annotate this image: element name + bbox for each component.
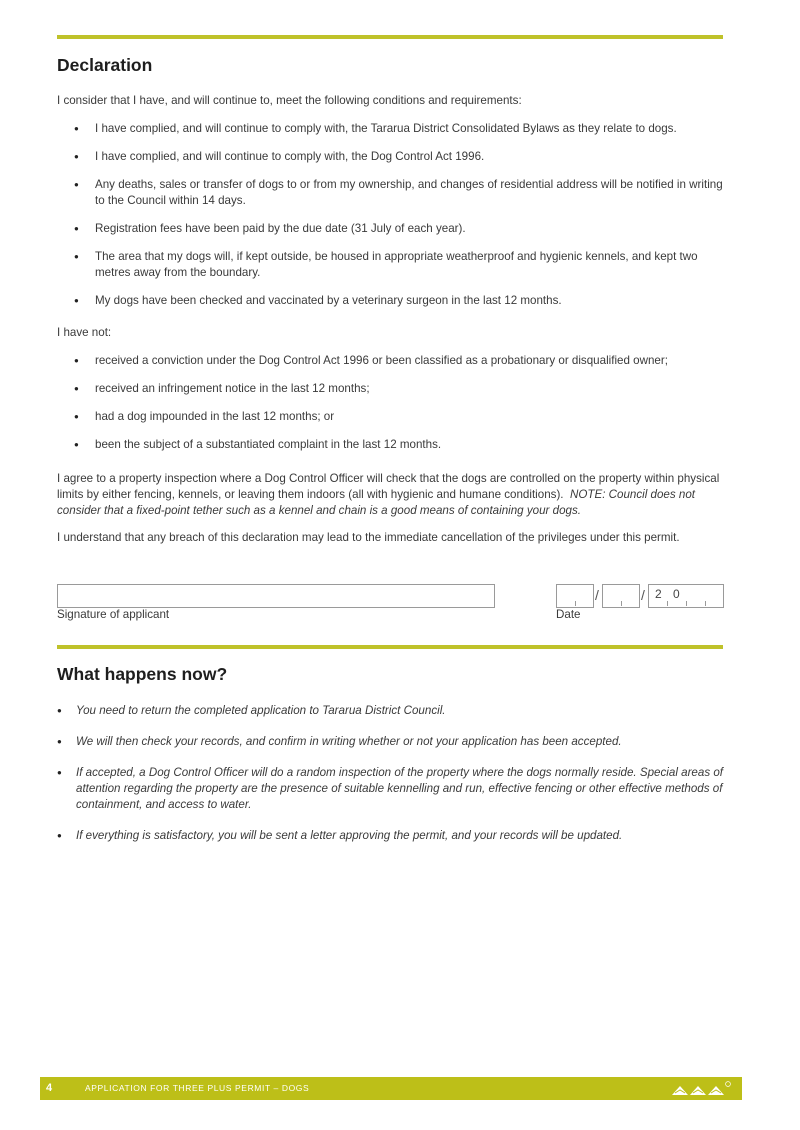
declaration-intro: I consider that I have, and will continue to, meet the following conditions and requirements: [57,94,522,107]
list-item: ● Registration fees have been paid by the due date (31 July of each year). [57,221,727,237]
list-item: ● Any deaths, sales or transfer of dogs to or from my ownership, and changes of residential address will be notified in writing to the Council within 14 days. [57,177,727,209]
list-item: ● If accepted, a Dog Control Officer will do a random inspection of the property where the dogs normally reside. Special areas of attention regarding the property are the presence of suitable kennelling and run, effective fencing or other effective methods of containment, and access to water. [57,765,727,813]
year-digit-1: 2 [655,587,662,601]
declaration-heading: Declaration [57,55,153,75]
list-item: ● been the subject of a substantiated complaint in the last 12 months. [57,437,727,453]
list-item: ● I have complied, and will continue to comply with, the Dog Control Act 1996. [57,149,727,165]
page-number: 4 [46,1082,53,1094]
date-day-field[interactable] [556,584,594,608]
list-item: ● The area that my dogs will, if kept outside, be housed in appropriate weatherproof and hygienic kennels, and kept two metres away from the boundary. [57,249,727,281]
page-footer [40,1077,742,1100]
conditions-list [57,121,727,309]
footer-title: APPLICATION FOR THREE PLUS PERMIT – DOGS [85,1083,310,1093]
inspection-note: NOTE: Council does not consider that a fixed-point tether such as a kennel and chain is a good means of containing your dogs. [57,488,695,517]
have-not-intro: I have not: [57,326,112,339]
date-month-field[interactable] [602,584,640,608]
what-happens-heading: What happens now? [57,664,228,684]
section-divider-top [57,35,723,39]
signature-field[interactable] [57,584,495,608]
list-item: ● My dogs have been checked and vaccinated by a veterinary surgeon in the last 12 months. [57,293,727,309]
list-item: ● had a dog impounded in the last 12 months; or [57,409,727,425]
section-divider-middle [57,645,723,649]
inspection-paragraph [57,471,727,519]
what-happens-list [57,703,727,844]
date-separator: / [595,587,599,603]
list-item: ● If everything is satisfactory, you will be sent a letter approving the permit, and your records will be updated. [57,828,727,844]
list-item: ● received an infringement notice in the last 12 months; [57,381,727,397]
date-separator: / [641,587,645,603]
inspection-text: I agree to a property inspection where a Dog Control Officer will check that the dogs are controlled on the property within physical limits by either fencing, kennels, or leaving them indoors (all with hygienic and humane conditions). [57,472,720,501]
list-item: ● received a conviction under the Dog Control Act 1996 or been classified as a probationary or disqualified owner; [57,353,727,369]
list-item: ● We will then check your records, and confirm in writing whether or not your application has been accepted. [57,734,727,750]
date-year-field[interactable] [648,584,724,608]
breach-paragraph: I understand that any breach of this declaration may lead to the immediate cancellation of the privileges under this permit. [57,531,680,544]
mountains-logo-icon [670,1081,732,1102]
list-item: ● You need to return the completed application to Tararua District Council. [57,703,727,719]
year-digit-2: 0 [673,587,680,601]
list-item: ● I have complied, and will continue to comply with, the Tararua District Consolidated Bylaws as they relate to dogs. [57,121,727,137]
date-label: Date [556,608,581,621]
signature-label: Signature of applicant [57,608,170,621]
have-not-list [57,353,727,453]
